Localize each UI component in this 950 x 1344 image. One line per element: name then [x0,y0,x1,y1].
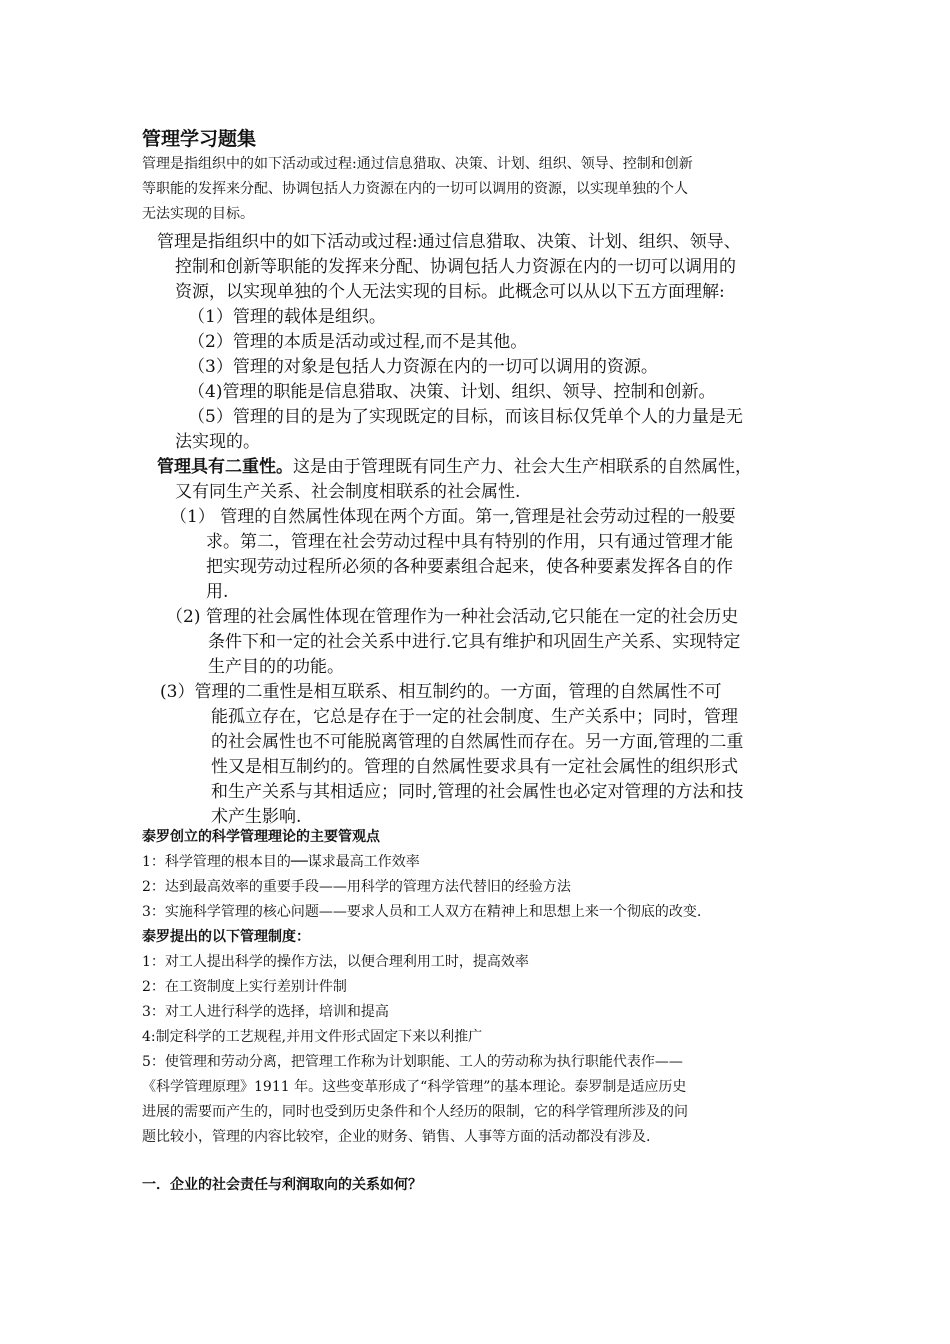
intro-line: 管理是指组织中的如下活动或过程:通过信息猎取、决策、计划、组织、领导、控制和创新 [142,156,693,172]
intro-line: 无法实现的目标。 [142,206,254,222]
taylor-system-item: 进展的需要而产生的，同时也受到历史条件和个人经历的限制，它的科学管理所涉及的问 [142,1104,688,1120]
duality-item: （2) 管理的社会属性体现在管理作为一种社会活动,它只能在一定的社会历史 [166,607,739,627]
duality-heading: 管理具有二重性。 [157,457,293,477]
definition-line: 控制和创新等职能的发挥来分配、协调包括人力资源在内的一切可以调用的 [175,257,736,277]
taylor-systems-heading: 泰罗提出的以下管理制度： [142,929,310,945]
duality-item: 用. [206,582,229,602]
intro-line: 等职能的发挥来分配、协调包括人力资源在内的一切可以调用的资源，以实现单独的个人 [142,181,688,197]
duality-item: 性又是相互制约的。管理的自然属性要求具有一定社会属性的组织形式 [211,757,738,777]
point-item: （2）管理的本质是活动或过程,而不是其他。 [188,332,528,352]
point-item: （3）管理的对象是包括人力资源在内的一切可以调用的资源。 [188,357,658,377]
duality-item: 的社会属性也不可能脱离管理的自然属性而存在。另一方面,管理的二重 [211,732,744,752]
definition-line: 资源，以实现单独的个人无法实现的目标。此概念可以从以下五方面理解: [175,282,725,302]
definition-line: 管理是指组织中的如下活动或过程:通过信息猎取、决策、计划、组织、领导、 [157,232,741,252]
duality-text: 这是由于管理既有同生产力、社会大生产相联系的自然属性， [293,457,752,477]
taylor-system-item: 2：在工资制度上实行差别计件制 [142,979,347,995]
taylor-system-item: 题比较小，管理的内容比较窄，企业的财务、销售、人事等方面的活动都没有涉及. [142,1129,651,1145]
taylor-system-item: 5：使管理和劳动分离，把管理工作称为计划职能、工人的劳动称为执行职能代表作—— [142,1054,683,1070]
duality-item: 条件下和一定的社会关系中进行.它具有维护和巩固生产关系、实现特定 [208,632,741,652]
duality-item: 能孤立存在，它总是存在于一定的社会制度、生产关系中；同时，管理 [211,707,738,727]
duality-item: 求。第二，管理在社会劳动过程中具有特别的作用，只有通过管理才能 [206,532,733,552]
taylor-view-item: 2：达到最高效率的重要手段——用科学的管理方法代替旧的经验方法 [142,879,571,895]
taylor-system-item: 3：对工人进行科学的选择，培训和提高 [142,1004,389,1020]
taylor-view-item: 1：科学管理的根本目的──谋求最高工作效率 [142,854,420,870]
point-item: 法实现的。 [175,432,260,452]
duality-item: 术产生影响. [211,807,302,827]
duality-line: 又有同生产关系、社会制度相联系的社会属性. [175,482,521,502]
duality-item: 和生产关系与其相适应；同时,管理的社会属性也必定对管理的方法和技 [211,782,744,802]
taylor-view-item: 3：实施科学管理的核心问题——要求人员和工人双方在精神上和思想上来一个彻底的改变. [142,904,702,920]
point-item: （5）管理的目的是为了实现既定的目标，而该目标仅凭单个人的力量是无 [188,407,743,427]
point-item: （4)管理的职能是信息猎取、决策、计划、组织、领导、控制和创新。 [188,382,716,402]
point-item: （1）管理的载体是组织。 [188,307,386,327]
taylor-views-heading: 泰罗创立的科学管理理论的主要管观点 [142,829,380,845]
document-title: 管理学习题集 [142,128,257,150]
taylor-system-item: 4:制定科学的工艺规程,并用文件形式固定下来以利推广 [142,1029,483,1045]
duality-item: 生产目的的功能。 [208,657,344,677]
taylor-system-item: 1：对工人提出科学的操作方法，以便合理利用工时，提高效率 [142,954,529,970]
duality-item: (3）管理的二重性是相互联系、相互制约的。一方面，管理的自然属性不可 [160,682,722,702]
duality-paragraph [157,452,752,477]
duality-item: 把实现劳动过程所必须的各种要素组合起来，使各种要素发挥各自的作 [206,557,733,577]
question-heading: 一．企业的社会责任与利润取向的关系如何？ [142,1177,422,1193]
duality-item: （1） 管理的自然属性体现在两个方面。第一,管理是社会劳动过程的一般要 [170,507,736,527]
taylor-system-item: 《科学管理原理》1911 年。这些变革形成了“科学管理”的基本理论。泰罗制是适应历史 [142,1079,687,1095]
